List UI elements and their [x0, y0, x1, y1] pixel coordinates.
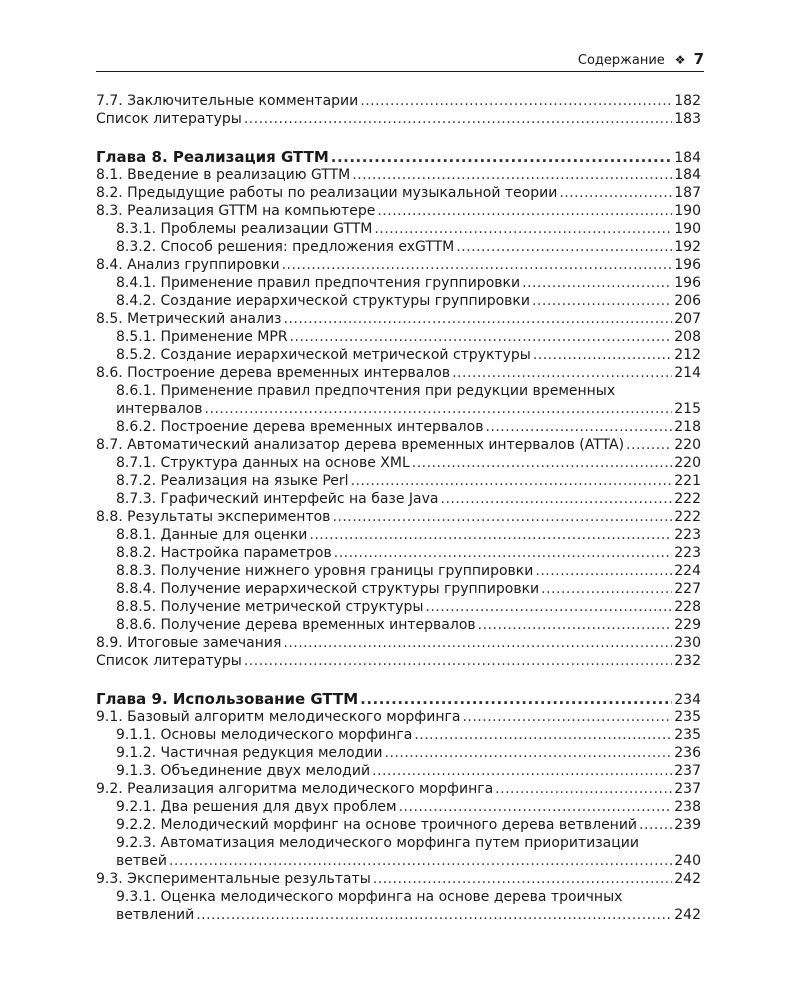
toc-subentry: 9.1.1. Основы мелодического морфинга ..... 235 [96, 726, 701, 744]
toc-subentry: 8.5.1. Применение MPR ..... 208 [96, 328, 701, 346]
toc-subentry: 8.8.6. Получение дерева временных интервалов ..... 229 [96, 616, 701, 634]
toc-entry: Список литературы ..... 232 [96, 652, 701, 670]
toc-subentry: 8.4.1. Применение правил предпочтения группировки ..... 196 [96, 274, 701, 292]
toc-entry: 8.8. Результаты экспериментов ..... 222 [96, 508, 701, 526]
toc-entry: 8.3. Реализация GTTM на компьютере ..... 190 [96, 202, 701, 220]
toc-entry: 8.7. Автоматический анализатор дерева временных интервалов (ATTA) ..... 220 [96, 436, 701, 454]
toc-entry: 8.9. Итоговые замечания ..... 230 [96, 634, 701, 652]
toc-subentry: 8.5.2. Создание иерархической метрической структуры ..... 212 [96, 346, 701, 364]
toc-subentry: 8.7.3. Графический интерфейс на базе Java ..... 222 [96, 490, 701, 508]
toc-subentry: 8.4.2. Создание иерархической структуры группировки ..... 206 [96, 292, 701, 310]
page-number: 7 [693, 50, 704, 68]
chapter-heading: Глава 9. Использование GTTM ..... 234 [96, 690, 701, 708]
table-of-contents [96, 92, 701, 924]
toc-subentry: 8.7.1. Структура данных на основе XML ..... 220 [96, 454, 701, 472]
toc-subentry: 8.8.2. Настройка параметров ..... 223 [96, 544, 701, 562]
toc-entry: 8.5. Метрический анализ ..... 207 [96, 310, 701, 328]
section-title: Содержание [577, 53, 665, 68]
chapter-heading: Глава 8. Реализация GTTM ..... 184 [96, 148, 701, 166]
toc-entry: 9.2. Реализация алгоритма мелодического морфинга ..... 237 [96, 780, 701, 798]
toc-entry: 8.6. Построение дерева временных интервалов ..... 214 [96, 364, 701, 382]
toc-subentry: 8.8.5. Получение метрической структуры ..... 228 [96, 598, 701, 616]
toc-subentry: ветвей ..... 240 [96, 852, 701, 870]
toc-subentry: 8.3.1. Проблемы реализации GTTM ..... 190 [96, 220, 701, 238]
toc-subentry: 8.8.1. Данные для оценки ..... 223 [96, 526, 701, 544]
running-header [96, 50, 704, 68]
toc-subentry: 8.8.3. Получение нижнего уровня границы группировки ..... 224 [96, 562, 701, 580]
toc-subentry: 8.3.2. Способ решения: предложения exGTTM ..... 192 [96, 238, 701, 256]
toc-subentry-line1: 9.3.1. Оценка мелодического морфинга на основе дерева троичных [116, 889, 623, 905]
toc-entry: 8.1. Введение в реализацию GTTM ..... 184 [96, 166, 701, 184]
toc-subentry: 9.2.1. Два решения для двух проблем ..... 238 [96, 798, 701, 816]
toc-entry: 8.4. Анализ группировки ..... 196 [96, 256, 701, 274]
toc-subentry: 9.1.2. Частичная редукция мелодии ..... 236 [96, 744, 701, 762]
toc-entry: 8.2. Предыдущие работы по реализации музыкальной теории ..... 187 [96, 184, 701, 202]
toc-subentry: интервалов ..... 215 [96, 400, 701, 418]
fleuron-icon: ❖ [674, 53, 686, 67]
toc-subentry-line1: 9.2.3. Автоматизация мелодического морфинга путем приоритизации [116, 835, 639, 851]
toc-subentry-line1: 8.6.1. Применение правил предпочтения при редукции временных [116, 383, 616, 399]
toc-subentry: 9.1.3. Объединение двух мелодий ..... 237 [96, 762, 701, 780]
toc-entry: 9.3. Экспериментальные результаты ..... 242 [96, 870, 701, 888]
toc-subentry: 8.7.2. Реализация на языке Perl ..... 221 [96, 472, 701, 490]
toc-entry: 7.7. Заключительные комментарии ..... 182 [96, 92, 701, 110]
toc-entry: Список литературы ..... 183 [96, 110, 701, 128]
toc-subentry: 9.2.2. Мелодический морфинг на основе троичного дерева ветвлений ..... 239 [96, 816, 701, 834]
header-rule [96, 71, 704, 72]
toc-subentry: 8.6.2. Построение дерева временных интервалов ..... 218 [96, 418, 701, 436]
toc-subentry: 8.8.4. Получение иерархической структуры группировки ..... 227 [96, 580, 701, 598]
toc-subentry: ветвлений ..... 242 [96, 906, 701, 924]
toc-entry: 9.1. Базовый алгоритм мелодического морфинга ..... 235 [96, 708, 701, 726]
